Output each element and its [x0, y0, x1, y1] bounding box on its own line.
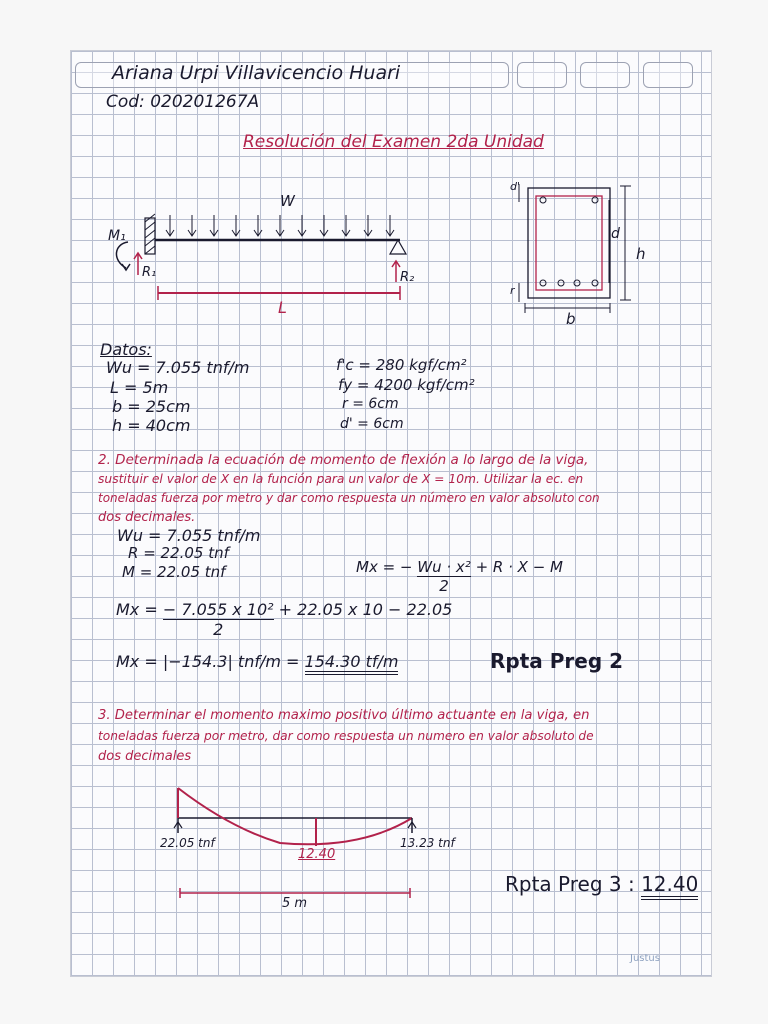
sub-rest: + 22.05 x 10 − 22.05 — [278, 600, 453, 619]
sub-lhs: Mx = — [116, 600, 163, 619]
q2-line-2: sustituir el valor de X en la función para un valor de X = 10m. Utilizar la ec. en — [98, 472, 584, 486]
q3-line-3: dos decimales — [98, 749, 192, 764]
formula-lhs: Mx = − — [356, 558, 418, 576]
header-box-3 — [643, 62, 693, 88]
page-title: Resolución del Examen 2da Unidad — [243, 132, 544, 152]
q3-line-2: toneladas fuerza por metro, dar como respuesta un numero en valor absoluto de — [98, 729, 594, 743]
q3-answer-label: Rpta Preg 3 : — [505, 872, 642, 896]
diagram-span-label: 5 m — [282, 896, 308, 911]
moment-label: M₁ — [108, 228, 126, 244]
q2-line-1: 2. Determinada la ecuación de momento de flexión a lo largo de la viga, — [98, 452, 589, 468]
q2-given-r: R = 22.05 tnf — [128, 544, 229, 562]
student-code: Cod: 020201267A — [106, 92, 260, 112]
q3-answer — [505, 872, 698, 896]
right-reaction-label: R₂ — [400, 270, 415, 285]
sub-frac-top: − 7.055 x 10² — [162, 600, 274, 619]
header-box-1 — [517, 62, 567, 88]
datos-heading: Datos: — [100, 340, 152, 359]
h-label: h — [636, 245, 646, 263]
q3-answer-value: 12.40 — [641, 872, 698, 900]
length-label: L — [278, 298, 287, 317]
sub-fraction — [163, 600, 274, 639]
diagram-right-label: 13.23 tnf — [400, 836, 455, 850]
formula-fraction — [417, 558, 471, 595]
d-label: d — [611, 226, 620, 242]
formula-frac-top: Wu · x² — [417, 558, 471, 576]
student-name: Ariana Urpi Villavicencio Huari — [112, 62, 401, 84]
left-reaction-label: R₁ — [142, 265, 157, 280]
result-value: 154.30 tf/m — [305, 652, 399, 675]
dato-l: L = 5m — [110, 378, 169, 397]
justus-watermark: Justus — [630, 953, 660, 964]
q2-line-3: toneladas fuerza por metro y dar como respuesta un número en valor absoluto con — [98, 491, 600, 505]
result-lhs: Mx = |−154.3| tnf/m = — [116, 652, 305, 671]
q2-line-4: dos decimales. — [98, 510, 196, 525]
dato-b: b = 25cm — [112, 397, 191, 416]
moment-formula — [356, 558, 563, 595]
dato-h: h = 40cm — [112, 416, 191, 435]
q3-line-1: 3. Determinar el momento maximo positivo último actuante en la viga, en — [98, 708, 590, 723]
substitution — [116, 600, 452, 639]
section-diagram — [505, 180, 655, 330]
q2-result — [116, 652, 398, 671]
sub-frac-bot: 2 — [213, 620, 224, 639]
q2-given-m: M = 22.05 tnf — [122, 563, 226, 581]
diagram-mid-label: 12.40 — [298, 847, 336, 862]
r-label: r — [510, 284, 515, 297]
dato-r: r = 6cm — [342, 396, 399, 412]
q2-given-wu: Wu = 7.055 tnf/m — [117, 526, 261, 545]
beam-diagram — [100, 180, 430, 330]
b-label: b — [566, 310, 576, 328]
q2-answer-label: Rpta Preg 2 — [490, 649, 624, 673]
dprime-label: d' — [510, 180, 521, 193]
dato-fy: fy = 4200 kgf/cm² — [338, 376, 475, 394]
header-box-2 — [580, 62, 630, 88]
formula-frac-bot: 2 — [439, 577, 449, 595]
load-label: W — [280, 192, 295, 210]
dato-dprime: d' = 6cm — [340, 416, 404, 432]
diagram-left-label: 22.05 tnf — [160, 836, 215, 850]
dato-wu: Wu = 7.055 tnf/m — [106, 358, 250, 377]
formula-rest: + R · X − M — [475, 558, 563, 576]
dato-fc: f'c = 280 kgf/cm² — [336, 356, 467, 374]
